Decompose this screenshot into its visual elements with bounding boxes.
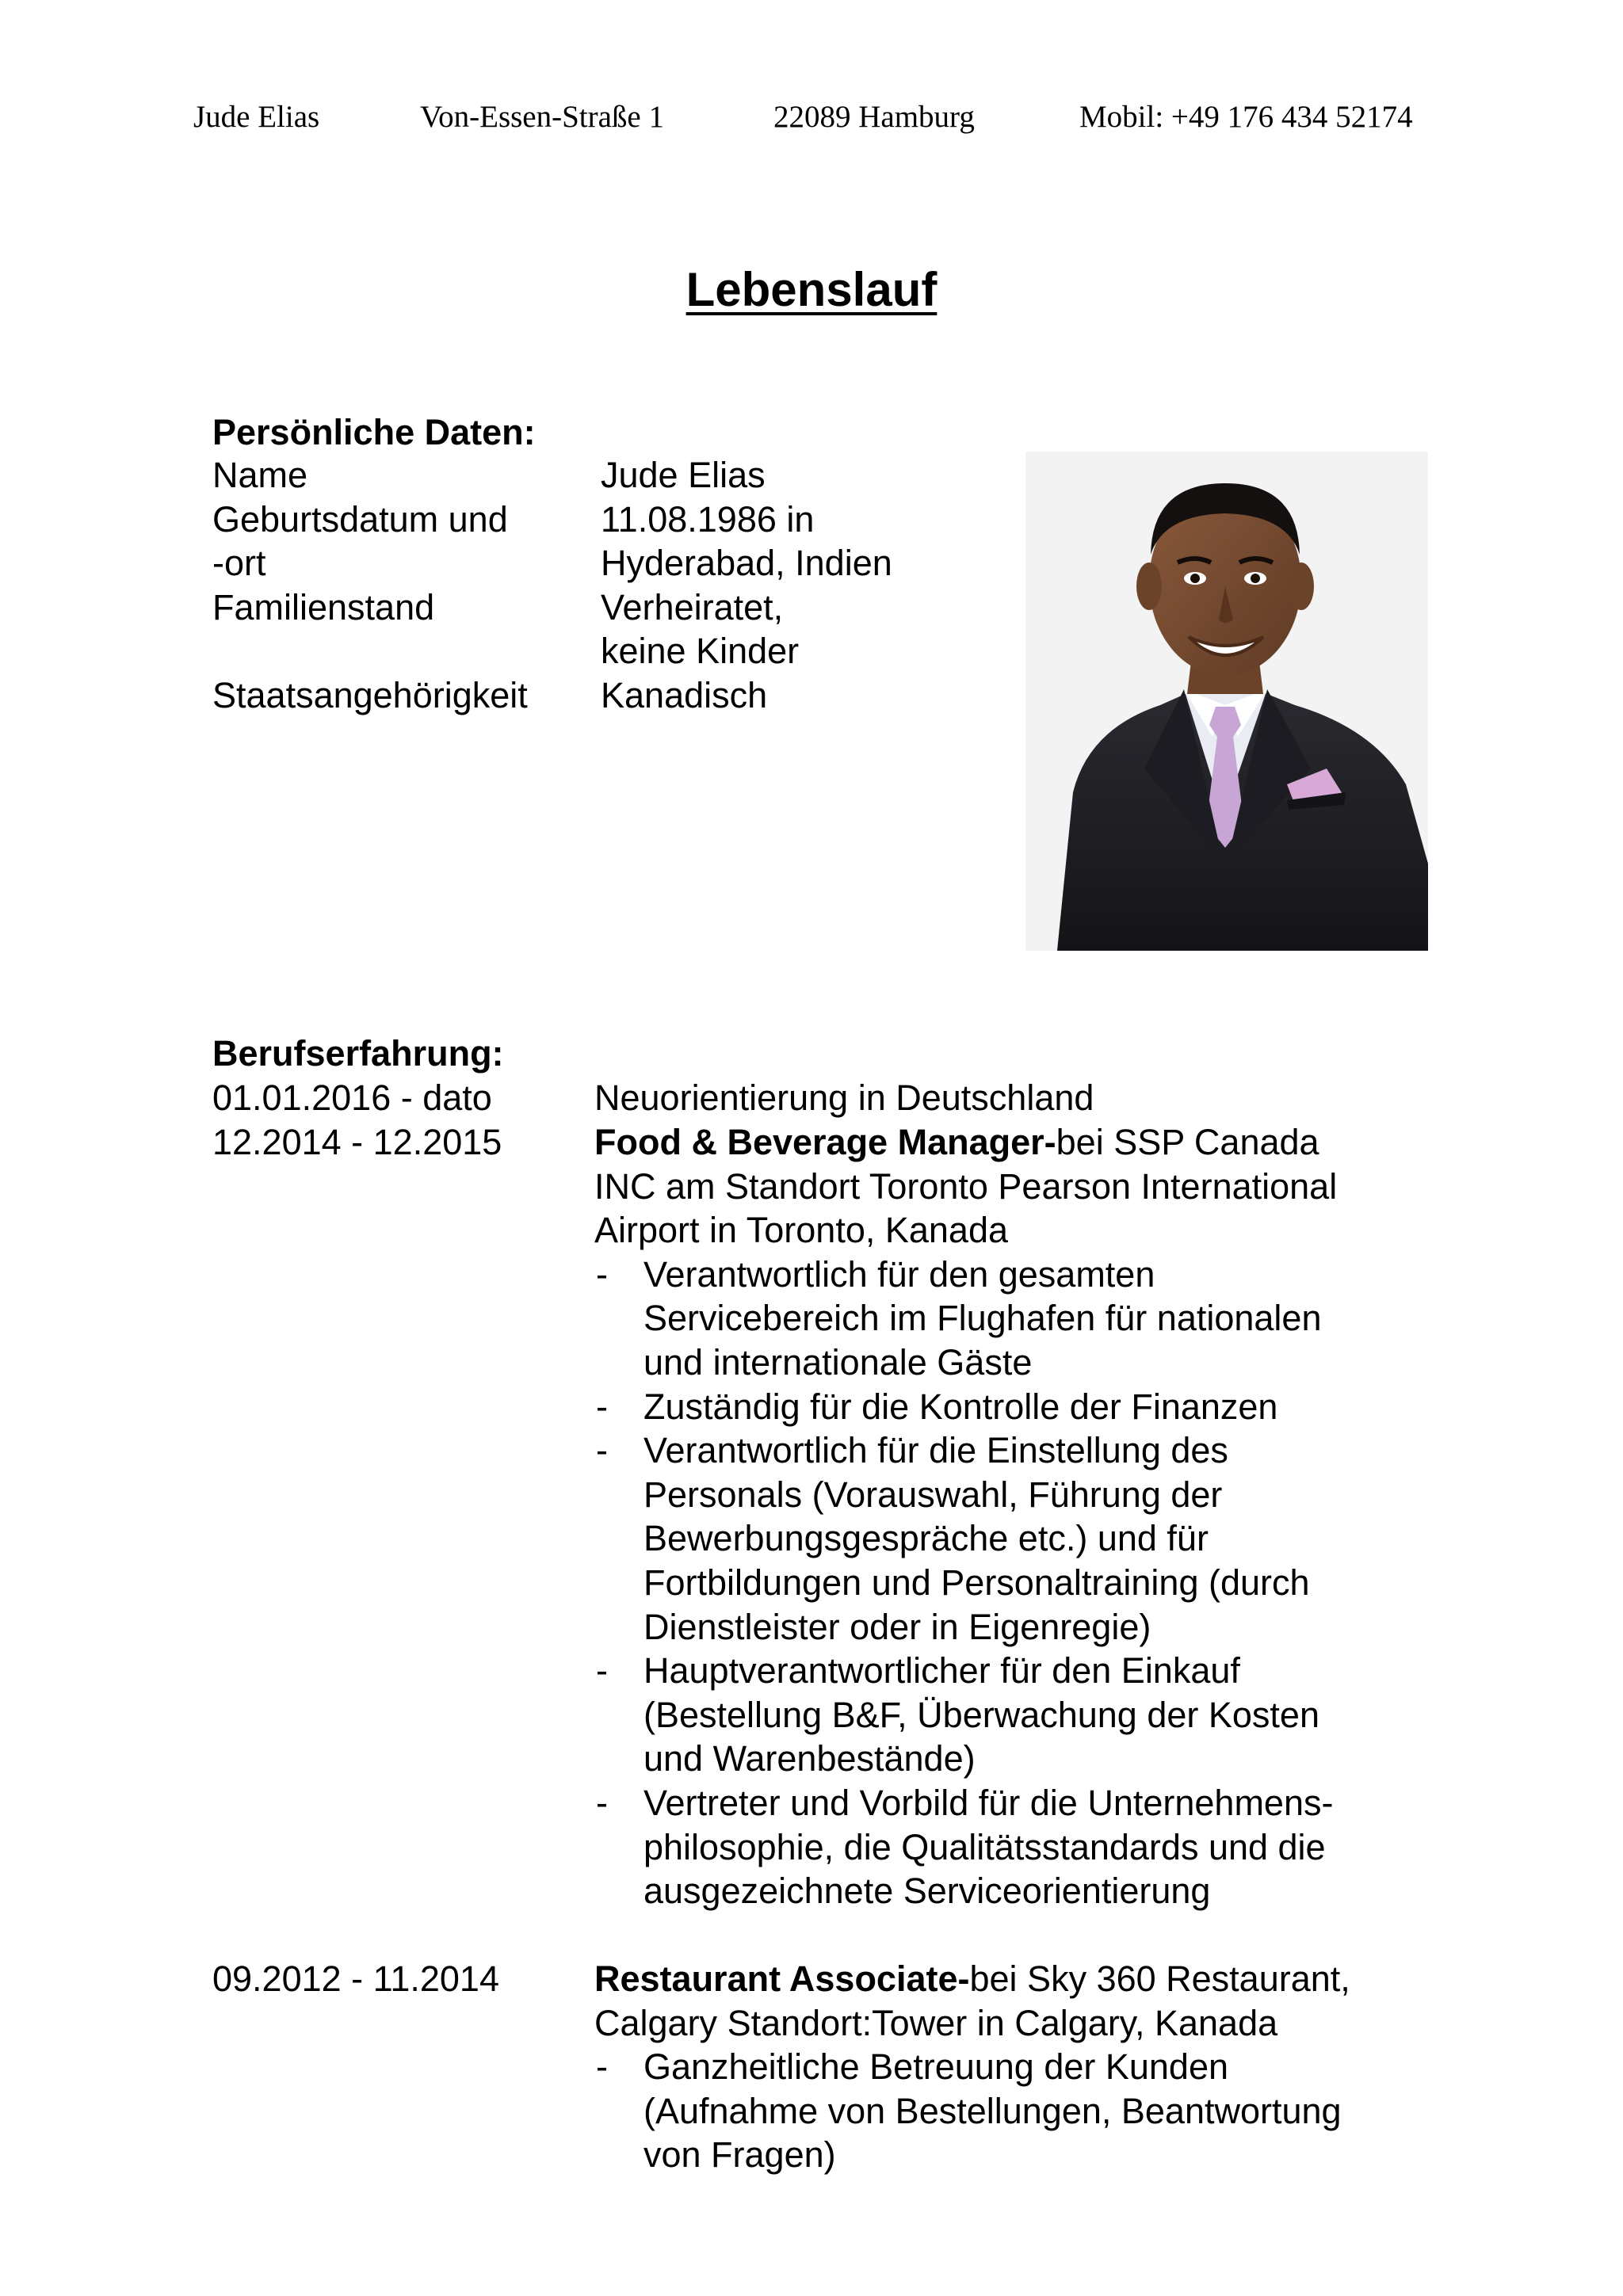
- entry-3-title-line-1: [594, 1957, 1466, 2001]
- personal-values: [601, 453, 1044, 718]
- value-nationality: Kanadisch: [601, 674, 768, 715]
- bullet-line: und internationale Gäste: [643, 1341, 1033, 1383]
- personal-data-heading: Persönliche Daten:: [212, 412, 536, 452]
- bullet-line: Dienstleister oder in Eigenregie): [643, 1606, 1151, 1647]
- header-name: Jude Elias: [193, 100, 320, 134]
- bullet-line: - Vertreter und Vorbild für die Unternehmens-: [643, 1782, 1334, 1823]
- header-street: Von-Essen-Straße 1: [420, 100, 664, 134]
- entry-2-bullet-5: [594, 1781, 1466, 1913]
- entry-2-bullets: [594, 1253, 1466, 1913]
- entry-3-date: 09.2012 - 11.2014: [212, 1958, 499, 1999]
- entry-2-title-line-1: [594, 1120, 1466, 1165]
- label-spacer: [212, 629, 585, 673]
- bullet-line: Servicebereich im Flughafen für nationalen: [643, 1298, 1322, 1339]
- bullet-line: ausgezeichnete Serviceorientierung: [643, 1871, 1211, 1912]
- page-title-text: Lebenslauf: [685, 263, 938, 316]
- entry-3-job-title: Restaurant Associate-: [594, 1958, 970, 1999]
- bullet-line: philosophie, die Qualitätsstandards und die: [643, 1826, 1326, 1867]
- bullet-line: - Verantwortlich für die Einstellung des: [643, 1430, 1228, 1471]
- entry-1-title: Neuorientierung in Deutschland: [594, 1077, 1094, 1118]
- bullet-line: und Warenbestände): [643, 1738, 976, 1779]
- entry-2-employer-2: INC am Standort Toronto Pearson International: [594, 1165, 1338, 1207]
- header-city: 22089 Hamburg: [773, 100, 975, 134]
- entry-2-bullet-1: [594, 1253, 1466, 1385]
- experience-heading: Berufserfahrung:: [212, 1033, 504, 1074]
- bullet-line: Bewerbungsgespräche etc.) und für: [643, 1518, 1209, 1559]
- portrait-illustration: [1025, 452, 1428, 951]
- entry-1-date: 01.01.2016 - dato: [212, 1077, 492, 1118]
- bullet-line: von Fragen): [643, 2134, 836, 2176]
- entry-2-bullet-4: [594, 1649, 1466, 1781]
- label-name: Name: [212, 455, 308, 495]
- bullet-line: - Hauptverantwortlicher für den Einkauf: [643, 1650, 1240, 1691]
- label-birth-1: Geburtsdatum und: [212, 498, 508, 540]
- entry-1: [594, 1076, 1466, 1120]
- value-birth-1: 11.08.1986 in: [601, 498, 815, 540]
- value-family-1: Verheiratet,: [601, 586, 784, 627]
- value-family-2: keine Kinder: [601, 631, 800, 672]
- personal-labels: [212, 453, 585, 718]
- value-name: Jude Elias: [601, 455, 766, 495]
- entry-2: [594, 1120, 1466, 1913]
- entry-2-job-title: Food & Beverage Manager-: [594, 1122, 1056, 1162]
- entry-3-bullet-1: [594, 2045, 1466, 2177]
- label-family: Familienstand: [212, 586, 435, 627]
- label-birth-2: -ort: [212, 543, 266, 584]
- entry-2-bullet-2: [594, 1385, 1466, 1429]
- page-title: [0, 261, 1623, 318]
- bullet-line: Personals (Vorauswahl, Führung der: [643, 1474, 1223, 1515]
- bullet-line: - Verantwortlich für den gesamten: [643, 1253, 1155, 1295]
- entry-2-bullet-3: [594, 1428, 1466, 1649]
- bullet-line: - Ganzheitliche Betreuung der Kunden: [643, 2046, 1229, 2088]
- entry-3: [594, 1957, 1466, 2177]
- header-phone: Mobil: +49 176 434 52174: [1079, 100, 1413, 134]
- entry-2-date: 12.2014 - 12.2015: [212, 1122, 502, 1162]
- value-birth-2: Hyderabad, Indien: [601, 543, 892, 584]
- bullet-line: Fortbildungen und Personaltraining (durch: [643, 1562, 1310, 1603]
- bullet-line: (Aufnahme von Bestellungen, Beantwortung: [643, 2090, 1342, 2131]
- label-nationality: Staatsangehörigkeit: [212, 674, 528, 715]
- entry-3-employer-2: Calgary Standort:Tower in Calgary, Kanada: [594, 2002, 1278, 2043]
- bullet-line: - Zuständig für die Kontrolle der Finanzen: [643, 1386, 1278, 1427]
- entry-3-employer-1: bei Sky 360 Restaurant,: [969, 1958, 1350, 1999]
- entry-2-employer-3: Airport in Toronto, Kanada: [594, 1210, 1009, 1251]
- entry-3-bullets: [594, 2045, 1466, 2177]
- portrait-photo: [1025, 452, 1428, 951]
- bullet-line: (Bestellung B&F, Überwachung der Kosten: [643, 1694, 1319, 1735]
- entry-2-employer-1: bei SSP Canada: [1056, 1122, 1319, 1162]
